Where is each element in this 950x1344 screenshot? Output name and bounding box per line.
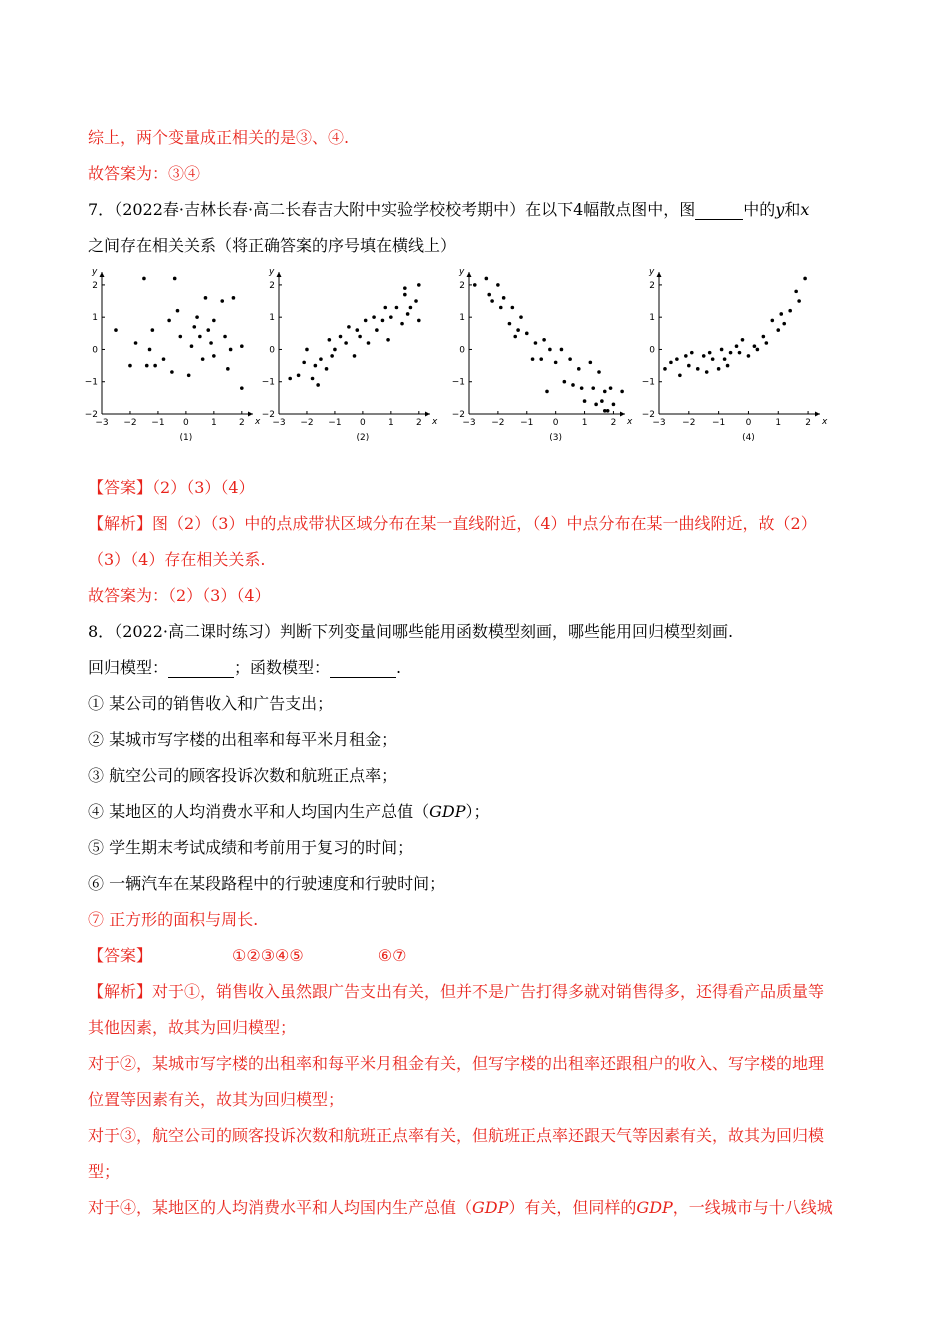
scatter-point [333,348,337,352]
x-axis-arrow [248,412,253,417]
scatter-point [609,386,613,390]
period: . [396,658,402,677]
q7-number: 7． [88,200,115,219]
scatter-point [702,354,706,358]
scatter-point [367,341,371,345]
q8-item-7: ⑦ 正方形的面积与周长. [88,910,259,929]
and-text: 和 [784,200,801,219]
scatter-plot-1 [84,262,263,456]
scatter-point [753,344,757,348]
y-tick-label: 1 [92,313,98,324]
y-axis-label: y [649,267,655,277]
scatter-point [603,390,607,394]
x-tick-label: 2 [415,418,422,428]
scatter-point [229,348,233,352]
scatter-point [212,319,216,323]
scatter-point [577,367,581,371]
scatter-point [762,335,766,339]
scatter-point [151,328,155,332]
scatter-point [720,348,724,352]
scatter-point [355,328,359,332]
scatter-point [485,277,489,281]
scatter-point [319,357,323,361]
scatter-point [563,380,567,384]
scatter-point [513,335,517,339]
function-blank [330,661,396,678]
scatter-point [176,309,180,313]
q8-analysis-2a: 对于②，某城市写字楼的出租率和每平米月租金有关，但写字楼的出租率还跟租户的收入、写字楼的地理 [88,1054,825,1073]
x-tick-label: 1 [210,418,217,428]
scatter-point [583,399,587,403]
answer-label: 【答案】 [88,946,153,965]
scatter-point [409,306,413,310]
scatter-point [508,322,512,326]
q8-analysis-1b: 其他因素，故其为回归模型； [88,1018,297,1037]
x-tick-label: −3 [462,418,476,428]
q7-stem-b: 中的 [743,200,776,219]
y-tick-label: 1 [269,313,275,324]
scatter-point [776,328,780,332]
q8-item-1: ① 某公司的销售收入和广告支出； [88,694,334,713]
x-tick-label: 1 [775,418,782,428]
q8-source: （2022·高二课时练习） [114,622,280,641]
scatter-point [206,328,210,332]
analysis-text-a: 对于④，某地区的人均消费水平和人均国内生产总值（ [88,1198,473,1217]
scatter-point [708,351,712,355]
y-tick-label: 0 [649,345,655,356]
scatter-point [344,341,348,345]
scatter-point [232,296,236,300]
y-tick-label: −1 [261,377,275,388]
scatter-point [669,361,673,365]
scatter-point [502,296,506,300]
scatter-point [240,344,244,348]
q8-item-3: ③ 航空公司的顾客投诉次数和航班正点率； [88,766,398,785]
scatter-point [591,386,595,390]
scatter-point [534,341,538,345]
scatter-point [690,351,694,355]
scatter-point [560,348,564,352]
answer-regression: ①②③④⑤ [232,946,304,965]
q8-item-5: ⑤ 学生期末考试成绩和考前用于复习的时间； [88,838,414,857]
analysis-text: 图（2）（3）中的点成带状区域分布在某一直线附近，（4）中点分布在某一曲线附近，故（2） [152,514,817,533]
q8-analysis-1a [88,982,824,1002]
var-y: y [775,200,785,219]
scatter-point [717,367,721,371]
y-tick-label: 2 [92,280,98,291]
y-tick-label: −1 [451,377,465,388]
q8-analysis-3a: 对于③，航空公司的顾客投诉次数和航班正点率有关，但航班正点率还跟天气等因素有关，故其为回归模 [88,1126,825,1145]
scatter-point [364,319,368,323]
analysis-text: 对于①，销售收入虽然跟广告支出有关，但并不是广告打得多就对销售得多，还得看产品质量等 [152,982,825,1001]
scatter-point [406,312,410,316]
x-tick-label: −1 [520,418,534,428]
q8-answer [88,946,406,966]
scatter-point [386,338,390,342]
scatter-point [571,383,575,387]
scatter-point [516,328,520,332]
y-axis-arrow [100,272,105,277]
regression-blank [168,661,234,678]
q8-blanks [88,658,401,678]
scatter-point [403,286,407,290]
scatter-point [726,364,730,368]
scatter-point [696,367,700,371]
scatter-point [212,354,216,358]
y-axis-label: y [92,267,98,277]
plot-caption: (3) [549,433,563,443]
x-axis-label: x [255,417,261,427]
scatter-point [339,335,343,339]
scatter-point [372,315,376,319]
x-axis-label: x [627,417,633,427]
scatter-point [620,390,624,394]
scatter-plot-2 [261,262,440,456]
scatter-point [496,283,500,287]
scatter-point [358,335,362,339]
scatter-point [675,357,679,361]
q7-analysis-line2: （3）（4）存在相关关系. [88,550,266,569]
y-tick-label: −1 [84,377,98,388]
y-tick-label: −1 [641,377,655,388]
x-tick-label: −3 [95,418,109,428]
q7-stem-line2: 之间存在相关关系（将正确答案的序号填在横线上） [88,236,457,255]
q8-item-2: ② 某城市写字楼的出租率和每平米月租金； [88,730,398,749]
function-label: ；函数模型： [234,658,331,677]
scatter-point [678,373,682,377]
scatter-plot-3 [451,262,635,456]
gdp-term: GDP [472,1198,509,1217]
plot-caption: (1) [179,433,193,443]
scatter-point [499,306,503,310]
x-tick-label: −3 [652,418,666,428]
scatter-point [209,341,213,345]
analysis-text-b: ）有关，但同样的 [508,1198,637,1217]
y-axis-arrow [277,272,282,277]
scatter-point [545,390,549,394]
scatter-point [240,386,244,390]
scatter-point [288,377,292,381]
x-tick-label: 0 [183,418,189,428]
scatter-point [542,338,546,342]
y-tick-label: 2 [459,280,465,291]
x-tick-label: 2 [805,418,811,428]
scatter-point [711,357,715,361]
scatter-point [297,373,301,377]
scatter-point [779,312,783,316]
scatter-point [134,341,138,345]
scatter-point [192,325,196,329]
scatter-point [198,335,202,339]
scatter-point [663,367,667,371]
scatter-point [803,277,807,281]
summary-conclusion: 综上，两个变量成正相关的是③、④. [88,128,350,147]
scatter-point [314,364,318,368]
scatter-point [201,357,205,361]
item4-end: ）； [465,802,490,821]
scatter-point [554,361,558,365]
scatter-point [381,319,385,323]
scatter-point [311,377,315,381]
scatter-point [167,319,171,323]
y-axis-label: y [459,267,465,277]
analysis-text-c: ，一线城市与十八线城 [672,1198,833,1217]
scatter-point [756,348,760,352]
scatter-point [729,351,733,355]
scatter-point [375,328,379,332]
x-tick-label: −2 [682,418,696,428]
x-tick-label: 0 [552,418,559,428]
scatter-point [525,332,529,336]
scatter-point [765,341,769,345]
scatter-point [687,364,691,368]
q8-item-4 [88,802,489,822]
x-tick-label: 1 [581,418,588,428]
scatter-point [603,409,607,413]
x-tick-label: −2 [300,418,314,428]
x-tick-label: 0 [360,418,366,428]
scatter-point [220,299,224,303]
scatter-point [487,293,491,297]
scatter-point [400,322,404,326]
q8-analysis-2b: 位置等因素有关，故其为回归模型； [88,1090,345,1109]
y-tick-label: 0 [459,345,465,356]
y-tick-label: 0 [92,345,98,356]
x-tick-label: 2 [610,418,617,428]
scatter-point [735,344,739,348]
x-tick-label: −2 [491,418,505,428]
answer-function: ⑥⑦ [377,946,407,965]
q7-analysis-line1 [88,514,817,534]
scatter-point [589,361,593,365]
q8-item-6: ⑥ 一辆汽车在某段路程中的行驶速度和行驶时间； [88,874,446,893]
scatter-point [580,386,584,390]
x-tick-label: −1 [151,418,165,428]
var-x: x [800,200,810,219]
q7-stem [88,200,809,220]
y-tick-label: 1 [459,313,465,324]
scatter-point [797,299,801,303]
scatter-point [612,403,616,407]
y-tick-label: 0 [269,345,275,356]
scatter-point [223,335,227,339]
q7-source: （2022春·吉林长春·高二长春吉大附中实验学校校考期中） [114,200,526,219]
x-axis-label: x [432,417,438,427]
plot-caption: (4) [742,433,755,443]
plot-caption: (2) [356,433,370,443]
y-tick-label: −2 [641,410,655,420]
regression-label: 回归模型： [88,658,169,677]
analysis-label: 【解析】 [88,514,153,533]
scatter-point [531,357,535,361]
q7-answer-blank [695,203,743,220]
x-axis-arrow [815,412,820,417]
gdp-term: GDP [429,802,466,821]
x-tick-label: −2 [123,418,137,428]
scatter-point [330,354,334,358]
q8-number: 8． [88,622,115,641]
scatter-point [490,299,494,303]
y-tick-label: 2 [649,280,655,291]
q7-answer [88,478,255,498]
q8-analysis-3b: 型； [88,1162,121,1181]
scatter-point [414,299,418,303]
scatter-point [403,293,407,297]
scatter-point [383,306,387,310]
answer-value: ③④ [168,164,201,183]
y-tick-label: 1 [649,313,655,324]
answer-text: （2）（3）（4） [152,478,255,497]
scatter-point [770,319,774,323]
scatter-point [328,338,332,342]
scatter-point [594,403,598,407]
scatter-point [170,370,174,374]
scatter-point [347,325,351,329]
y-tick-label: −2 [261,410,275,420]
scatter-point [316,383,320,387]
scatter-point [187,373,191,377]
scatter-point [511,306,515,310]
x-tick-label: 2 [238,418,245,428]
y-axis-arrow [467,272,472,277]
scatter-point [417,283,421,287]
scatter-point [145,364,149,368]
scatter-point [473,283,477,287]
scatter-point [148,348,152,352]
scatter-point [747,354,751,358]
scatter-point [305,348,309,352]
scatter-point [723,357,727,361]
item4-text: ④ 某地区的人均消费水平和人均国内生产总值（ [88,802,430,821]
scatter-point [788,309,792,313]
y-axis-label: y [269,267,275,277]
scatter-point [195,315,199,319]
scatter-point [190,344,194,348]
gdp-term: GDP [636,1198,673,1217]
answer-prefix: 故答案为： [88,164,169,183]
x-axis-arrow [425,412,430,417]
scatter-point [705,370,709,374]
scatter-point [302,361,306,365]
y-axis-arrow [657,272,662,277]
scatter-point [417,319,421,323]
q7-final: 故答案为：（2）（3）（4） [88,586,271,605]
scatter-point [142,277,146,281]
x-axis-label: x [822,417,828,427]
scatter-point [548,348,552,352]
x-tick-label: −1 [711,418,726,428]
x-axis-arrow [620,412,625,417]
q8-analysis-4a [88,1198,833,1218]
scatter-point [539,357,543,361]
scatter-point [173,277,177,281]
scatter-point [114,328,118,332]
scatter-point [353,354,357,358]
x-tick-label: 0 [745,418,752,428]
y-tick-label: −2 [84,410,98,420]
scatter-point [519,315,523,319]
scatter-plot-4 [641,262,830,456]
scatter-point [178,335,182,339]
scatter-point [782,322,786,326]
x-tick-label: −1 [328,418,342,428]
q7-stem-a: 在以下4幅散点图中，图 [525,200,696,219]
scatter-point [204,296,208,300]
scatter-point [395,306,399,310]
scatter-point [568,357,572,361]
scatter-point [325,367,329,371]
analysis-label: 【解析】 [88,982,153,1001]
y-tick-label: 2 [269,280,275,291]
answer-label: 【答案】 [88,478,153,497]
scatter-point [741,338,745,342]
q8-stem [88,622,733,642]
scatter-point [794,290,798,294]
scatter-point [162,357,166,361]
y-tick-label: −2 [451,410,465,420]
scatter-point [128,364,132,368]
scatter-point [600,399,604,403]
scatter-point [389,315,393,319]
q8-stem-text: 判断下列变量间哪些能用函数模型刻画，哪些能用回归模型刻画. [280,622,734,641]
x-tick-label: −3 [272,418,286,428]
scatter-point [738,351,742,355]
scatter-point [597,370,601,374]
x-tick-label: 1 [387,418,394,428]
scatter-point [684,354,688,358]
scatter-point [226,367,230,371]
scatter-point [153,364,157,368]
summary-answer [88,164,200,184]
